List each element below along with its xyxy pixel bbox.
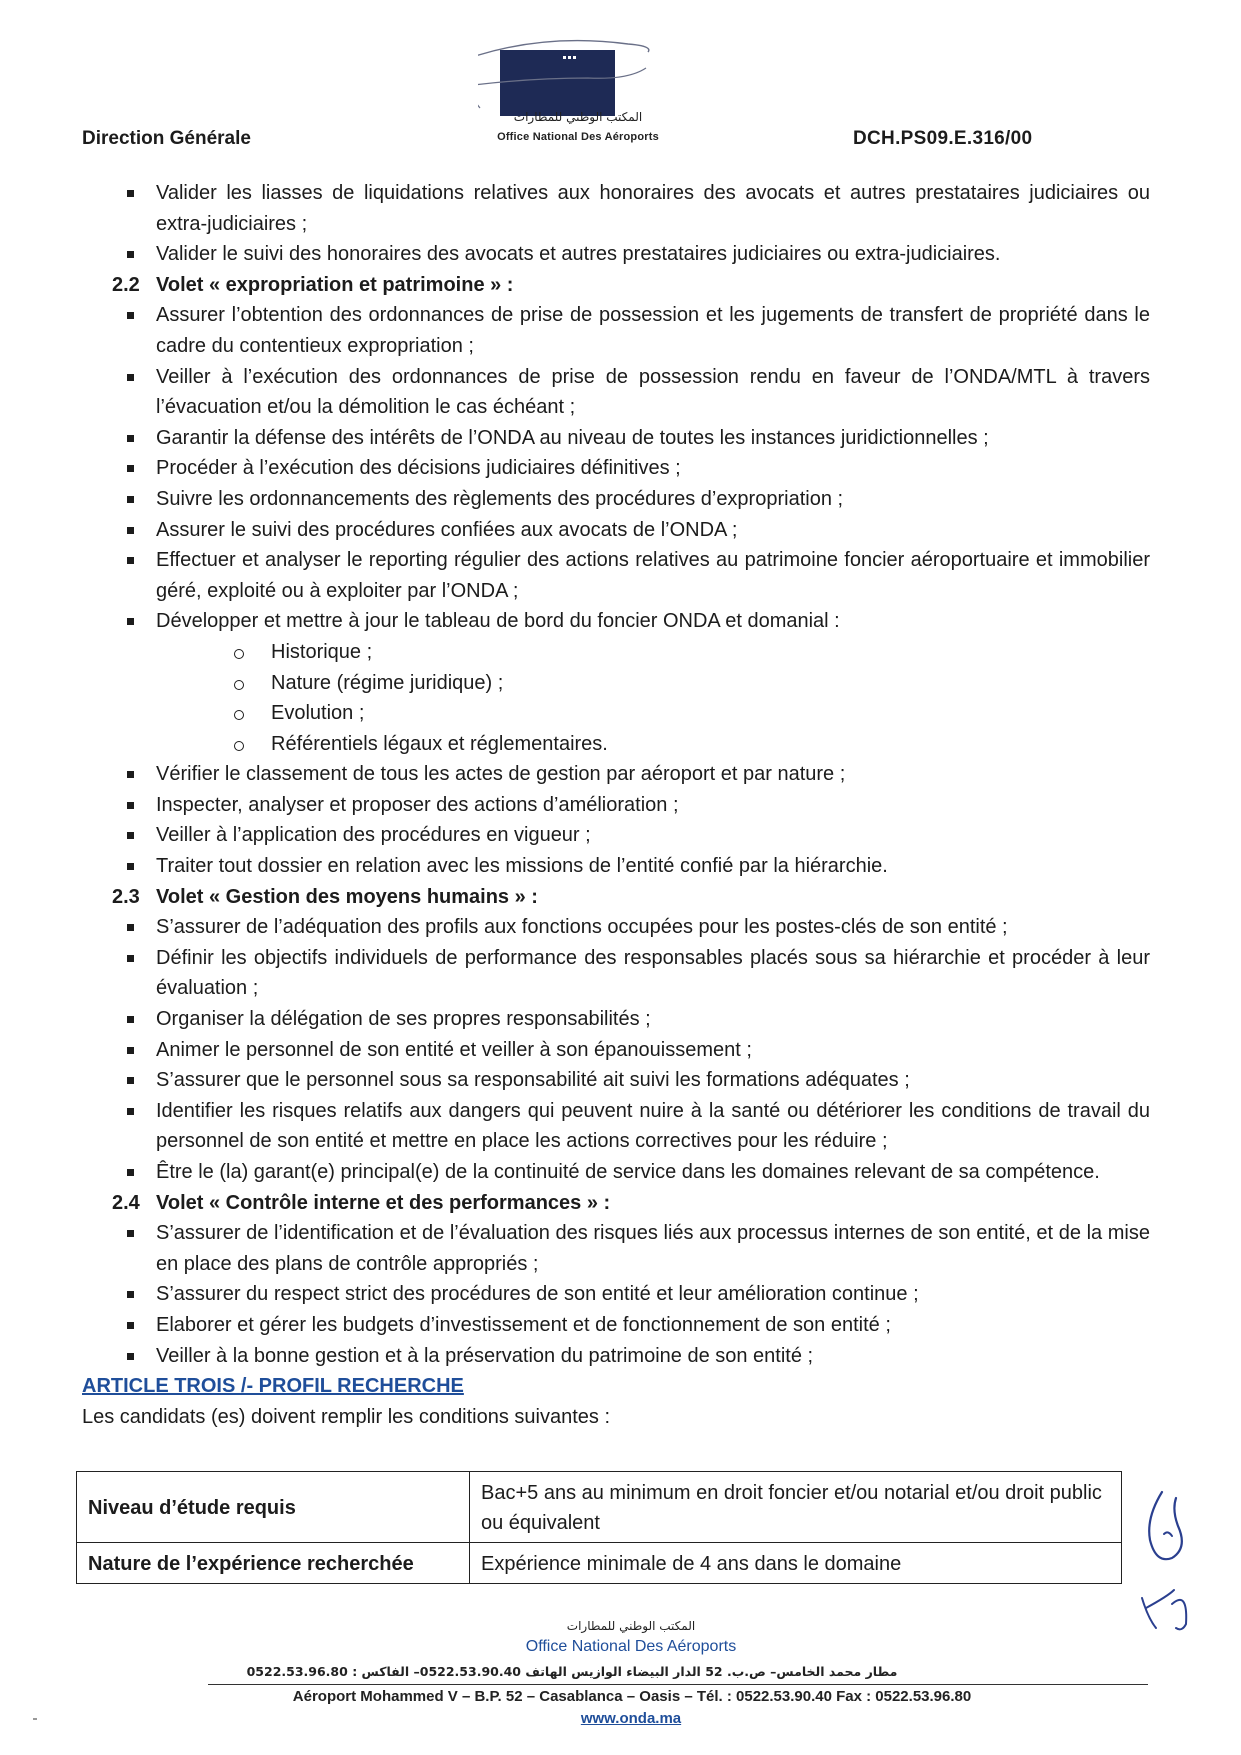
list-item: Assurer le suivi des procédures confiées aux avocats de l’ONDA ;	[82, 515, 1150, 546]
footer-arabic-name: المكتب الوطني للمطارات	[566, 1619, 696, 1633]
section-number: 2.2	[112, 273, 140, 296]
document-reference: DCH.PS09.E.316/00	[853, 128, 1033, 149]
section-title-2-4	[82, 1188, 1150, 1219]
logo-arabic-text: المكتب الوطني للمطارات	[513, 110, 643, 124]
dashboard-sublist	[82, 637, 1150, 759]
list-item: Valider le suivi des honoraires des avocats et autres prestataires judiciaires ou extra-judiciaires.	[82, 239, 1150, 270]
section-title-text: Volet « expropriation et patrimoine » :	[156, 273, 514, 296]
footer-divider	[208, 1684, 1148, 1685]
list-item: Organiser la délégation de ses propres responsabilités ;	[82, 1004, 1150, 1035]
document-body	[82, 178, 1150, 1432]
list-item: Valider les liasses de liquidations relatives aux honoraires des avocats et autres prestataires judiciaires ou extra-judiciaires ;	[82, 178, 1150, 239]
header-direction: Direction Générale	[82, 128, 251, 149]
list-item: Suivre les ordonnancements des règlements des procédures d’expropriation ;	[82, 484, 1150, 515]
table-label: Niveau d’étude requis	[77, 1472, 470, 1543]
scan-mark	[33, 1718, 37, 1720]
requirements-table	[76, 1471, 1122, 1584]
footer-french-address: Aéroport Mohammed V – B.P. 52 – Casablanca – Oasis – Tél. : 0522.53.90.40 Fax : 0522.53.96.80	[292, 1688, 972, 1705]
list-item: Assurer l’obtention des ordonnances de prise de possession et les jugements de transfert de propriété dans le cadre du contentieux expropriation ;	[82, 300, 1150, 361]
section-2-4-list	[82, 1218, 1150, 1371]
table-row	[77, 1472, 1122, 1543]
handwritten-initials-icon	[1128, 1478, 1218, 1638]
sublist-item: Historique ;	[82, 637, 1150, 668]
footer-arabic-address: مطار محمد الخامس– ص.ب. 52 الدار البيضاء الوازيس الهاتف 0522.53.90.40– الفاكس : 0522.53.96.80	[246, 1664, 898, 1679]
sublist-item: Référentiels légaux et réglementaires.	[82, 729, 1150, 760]
footer-french-name: Office National Des Aéroports	[525, 1638, 737, 1655]
table-value: Expérience minimale de 4 ans dans le domaine	[470, 1543, 1122, 1584]
list-item: Développer et mettre à jour le tableau de bord du foncier ONDA et domanial :	[82, 606, 1150, 637]
section-number: 2.4	[112, 1191, 140, 1214]
list-item: S’assurer du respect strict des procédures de son entité et leur amélioration continue ;	[82, 1279, 1150, 1310]
list-item: S’assurer que le personnel sous sa responsabilité ait suivi les formations adéquates ;	[82, 1065, 1150, 1096]
list-item: Définir les objectifs individuels de performance des responsables placés sous sa hiérarchie et procéder à leur évaluation ;	[82, 943, 1150, 1004]
table-row	[77, 1543, 1122, 1584]
section-title-2-3	[82, 882, 1150, 913]
section-2-3-list	[82, 912, 1150, 1187]
list-item: Traiter tout dossier en relation avec les missions de l’entité confié par la hiérarchie.	[82, 851, 1150, 882]
list-item: Veiller à l’exécution des ordonnances de prise de possession rendu en faveur de l’ONDA/MTL à travers l’évacuation et/ou la démolition le cas échéant ;	[82, 362, 1150, 423]
list-item: Identifier les risques relatifs aux dangers qui peuvent nuire à la santé ou détériorer les conditions de travail du personnel de son entité et mettre en place les actions correctives pour les réduire ;	[82, 1096, 1150, 1157]
article-intro: Les candidats (es) doivent remplir les conditions suivantes :	[82, 1405, 611, 1428]
list-item: Procéder à l’exécution des décisions judiciaires définitives ;	[82, 453, 1150, 484]
section-2-2-list-continued	[82, 759, 1150, 881]
list-item: Elaborer et gérer les budgets d’investissement et de fonctionnement de son entité ;	[82, 1310, 1150, 1341]
list-item: Effectuer et analyser le reporting régulier des actions relatives au patrimoine foncier aéroportuaire et immobilier géré, exploité ou à exploiter par l’ONDA ;	[82, 545, 1150, 606]
logo-french-text: Office National Des Aéroports	[497, 131, 659, 143]
intro-list	[82, 178, 1150, 270]
list-item: Vérifier le classement de tous les actes de gestion par aéroport et par nature ;	[82, 759, 1150, 790]
list-item: Inspecter, analyser et proposer des actions d’amélioration ;	[82, 790, 1150, 821]
list-item: Veiller à l’application des procédures en vigueur ;	[82, 820, 1150, 851]
table-value: Bac+5 ans au minimum en droit foncier et/ou notarial et/ou droit public ou équivalent	[470, 1472, 1122, 1543]
section-title-text: Volet « Gestion des moyens humains » :	[156, 885, 538, 908]
footer-website-link[interactable]: www.onda.ma	[580, 1710, 682, 1727]
sublist-item: Nature (régime juridique) ;	[82, 668, 1150, 699]
section-2-2-list	[82, 300, 1150, 637]
list-item: Animer le personnel de son entité et veiller à son épanouissement ;	[82, 1035, 1150, 1066]
section-title-text: Volet « Contrôle interne et des performances » :	[156, 1191, 611, 1214]
sublist-item: Evolution ;	[82, 698, 1150, 729]
table-label: Nature de l’expérience recherchée	[77, 1543, 470, 1584]
list-item: Veiller à la bonne gestion et à la préservation du patrimoine de son entité ;	[82, 1341, 1150, 1372]
list-item: S’assurer de l’identification et de l’évaluation des risques liés aux processus internes de son entité, et de la mise en place des plans de contrôle appropriés ;	[82, 1218, 1150, 1279]
list-item: S’assurer de l’adéquation des profils aux fonctions occupées pour les postes-clés de son entité ;	[82, 912, 1150, 943]
section-number: 2.3	[112, 885, 140, 908]
section-title-2-2	[82, 270, 1150, 301]
article-title: ARTICLE TROIS /- PROFIL RECHERCHE	[82, 1375, 464, 1398]
list-item: Garantir la défense des intérêts de l’ONDA au niveau de toutes les instances juridictionnelles ;	[82, 423, 1150, 454]
list-item: Être le (la) garant(e) principal(e) de la continuité de service dans les domaines relevant de sa compétence.	[82, 1157, 1150, 1188]
